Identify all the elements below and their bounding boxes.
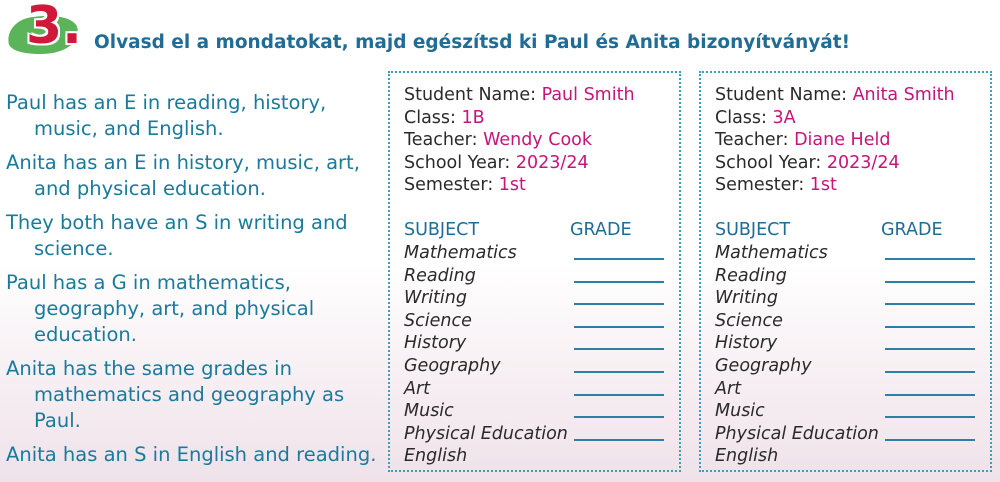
teacher-value: Diane Held [794,130,891,150]
subject-label: Writing [715,288,778,309]
subject-label: Writing [404,288,467,309]
student-name-value: Paul Smith [541,85,635,105]
subject-row [715,332,977,355]
subject-row [715,265,977,288]
sentence: Paul has an E in reading, history, music, and English. [6,91,327,140]
report-card-anita [699,71,992,472]
semester-value: 1st [498,175,526,195]
sentence-list [6,90,386,476]
grade-blank[interactable] [885,258,975,260]
subject-label: Science [715,310,783,331]
subject-row [715,242,977,265]
school-year-value: 2023/24 [515,152,589,173]
subject-row [404,423,666,446]
semester-label: Semester: [404,175,494,195]
subject-row [404,400,666,423]
subject-label: Mathematics [404,243,517,263]
grade-blank[interactable] [574,258,664,260]
exercise-instruction: Olvasd el a mondatokat, majd egészítsd ki Paul és Anita bizonyítványát! [94,32,851,53]
subject-row [404,445,666,468]
student-info [715,84,955,197]
subject-label: History [715,333,778,354]
student-name-value: Anita Smith [852,85,955,105]
subject-row [404,355,666,378]
subject-row [715,310,977,333]
grade-column-header: GRADE [881,220,943,240]
class-label: Class: [404,107,456,128]
grade-blank[interactable] [885,348,975,350]
subject-row [715,445,977,468]
subject-row [404,265,666,288]
teacher-value: Wendy Cook [483,130,592,150]
school-year-label: School Year: [715,152,822,173]
subject-label: Art [404,378,431,399]
student-name-label: Student Name: [404,85,536,105]
semester-label: Semester: [715,175,805,195]
class-label: Class: [715,107,767,128]
grade-blank[interactable] [574,439,664,441]
subject-column-header: SUBJECT [404,220,480,240]
subject-label: Physical Education [715,423,879,444]
subject-list [404,242,666,468]
sentence: Anita has the same grades in mathematics and geography as Paul. [6,357,345,432]
subject-column-header: SUBJECT [715,220,791,240]
exercise-number: 3. [26,0,82,56]
subject-label: Music [404,401,454,422]
class-value: 1B [461,107,485,128]
grade-column-header: GRADE [570,220,632,240]
student-name-label: Student Name: [715,85,847,105]
subject-label: History [404,333,467,354]
grade-blank[interactable] [885,371,975,373]
subject-label: Science [404,310,472,331]
school-year-value: 2023/24 [826,152,900,173]
sentence: Paul has a G in mathematics, geography, art, and physical education. [6,271,315,346]
school-year-label: School Year: [404,152,511,173]
grade-blank[interactable] [885,416,975,418]
grade-blank[interactable] [885,303,975,305]
subject-label: Art [715,378,742,399]
teacher-label: Teacher: [404,130,478,150]
subject-label: Physical Education [404,423,568,444]
exercise-number-badge [8,0,84,62]
grade-blank[interactable] [885,394,975,396]
subject-label: Geography [404,355,501,376]
subject-label: Mathematics [715,243,828,263]
subject-label: Reading [715,265,787,286]
subject-label: English [715,446,779,467]
grade-blank[interactable] [574,416,664,418]
subject-label: English [404,446,468,467]
grade-blank[interactable] [574,281,664,283]
subject-row [715,423,977,446]
student-info [404,84,635,197]
subject-row [404,310,666,333]
subject-label: Music [715,401,765,422]
subject-row [404,287,666,310]
subject-row [715,287,977,310]
subject-row [715,400,977,423]
subject-row [404,242,666,265]
sentence: They both have an S in writing and science. [6,211,348,260]
grade-blank[interactable] [885,326,975,328]
teacher-label: Teacher: [715,130,789,150]
semester-value: 1st [809,175,837,195]
grade-blank[interactable] [574,371,664,373]
subject-label: Geography [715,355,812,376]
subject-row [404,332,666,355]
subject-row [715,378,977,401]
grade-blank[interactable] [885,439,975,441]
subject-list [715,242,977,468]
grade-blank[interactable] [574,303,664,305]
grade-blank[interactable] [574,348,664,350]
grade-blank[interactable] [574,326,664,328]
subject-label: Reading [404,265,476,286]
subject-row [404,378,666,401]
class-value: 3A [772,107,796,128]
sentence: Anita has an E in history, music, art, and physical education. [6,151,360,200]
grade-blank[interactable] [885,281,975,283]
subject-row [715,355,977,378]
sentence: Anita has an S in English and reading. [6,443,377,466]
grade-blank[interactable] [574,394,664,396]
report-card-paul [388,71,681,472]
